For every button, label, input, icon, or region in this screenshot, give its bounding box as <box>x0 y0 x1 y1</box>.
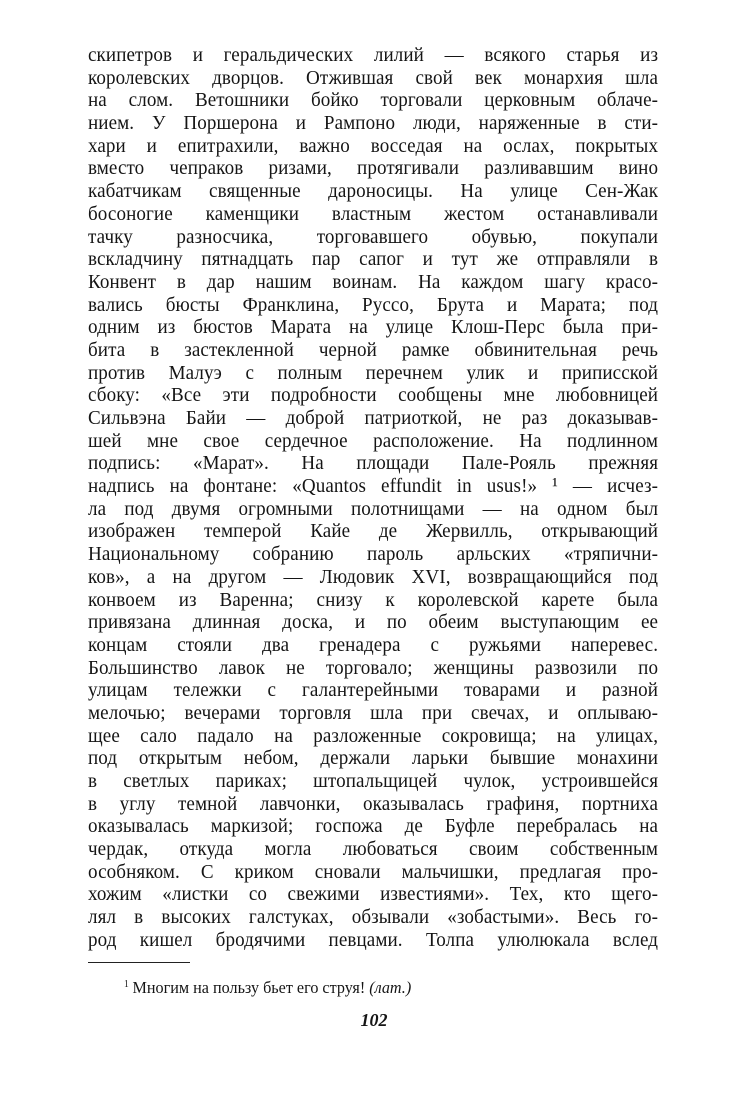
text-line: лял в высоких галстуках, обзывали «зобастыми». Весь го- <box>88 906 659 929</box>
text-line: скипетров и геральдических лилий — всякого старья из <box>88 44 659 66</box>
text-line: надпись на фонтане: «Quantos effundit in usus!» ¹ — исчез- <box>88 475 659 498</box>
text-line: на слом. Ветошники бойко торговали церковным облаче- <box>88 89 659 112</box>
footnote-text: Многим на пользу бьет его струя! <box>132 978 366 997</box>
text-line: вскладчину пятнадцать пар сапог и тут же отправляли в <box>88 248 659 271</box>
page-number: 102 <box>360 1010 388 1030</box>
text-line: кабатчикам священные дароносицы. На улице Сен-Жак <box>88 180 659 203</box>
text-line: вались бюсты Франклина, Руссо, Брута и Марата; под <box>88 293 659 316</box>
text-line: концам стояли два гренадера с ружьями наперевес. <box>88 633 659 656</box>
text-line: род кишел бродячими певцами. Толпа улюлюкала вслед <box>88 928 659 951</box>
text-line: особняком. С криком сновали мальчишки, предлагая про- <box>88 860 659 883</box>
text-line: тачку разносчика, торговавшего обувью, покупали <box>88 225 659 248</box>
text-line: ков», а на другом — Людовик XVI, возвращающийся под <box>88 565 659 588</box>
text-line: мелочью; вечерами торговля шла при свечах, и оплываю- <box>88 701 659 724</box>
text-line: бита в застекленной черной рамке обвинительная речь <box>88 338 659 361</box>
text-line: улицам тележки с галантерейными товарами и разной <box>88 679 659 702</box>
footnote <box>124 978 411 998</box>
text-line: вместо чепраков ризами, протягивали разливавшим вино <box>88 157 659 180</box>
text-line: хожим «листки со свежими известиями». Тех, кто щего- <box>88 883 659 906</box>
text-line: подпись: «Марат». На площади Пале-Рояль прежняя <box>88 452 659 475</box>
text-line: королевских дворцов. Отжившая свой век монархия шла <box>88 66 659 89</box>
footnote-marker: 1 <box>124 979 129 990</box>
text-line: Большинство лавок не торговало; женщины развозили по <box>88 656 659 679</box>
text-line: конвоем из Варенна; снизу к королевской карете была <box>88 588 659 611</box>
text-line: нием. У Поршерона и Рампоно люди, наряженные в сти- <box>88 112 659 135</box>
text-line: щее сало падало на разложенные сокровища; на улицах, <box>88 724 659 747</box>
text-line: изображен темперой Кайе де Жервилль, открывающий <box>88 520 659 543</box>
text-line: привязана длинная доска, и по обеим выступающим ее <box>88 611 659 634</box>
text-line: оказывалась маркизой; госпожа де Буфле перебралась на <box>88 815 659 838</box>
text-line: в углу темной лавчонки, оказывалась графиня, портниха <box>88 792 659 815</box>
text-line: Конвент в дар нашим воинам. На каждом шагу красо- <box>88 270 659 293</box>
text-line: Сильвэна Байи — доброй патриоткой, не раз доказывав- <box>88 407 659 429</box>
text-line: ла под двумя огромными полотнищами — на одном был <box>88 497 659 520</box>
text-line: хари и епитрахили, важно восседая на ослах, покрытых <box>88 134 659 157</box>
text-line: чердак, откуда могла любоваться своим собственным <box>88 838 659 861</box>
text-line: Национальному собранию пароль арльских «тряпични- <box>88 543 659 566</box>
text-line: одним из бюстов Марата на улице Клош-Перс была при- <box>88 316 659 339</box>
text-line: босоногие каменщики властным жестом останавливали <box>88 202 659 225</box>
footnote-language-note: (лат.) <box>369 978 412 997</box>
text-line: в светлых париках; штопальщицей чулок, устроившейся <box>88 770 659 792</box>
text-line: против Малуэ с полным перечнем улик и приписской <box>88 361 659 384</box>
page-body-text <box>88 44 658 952</box>
text-line: сбоку: «Все эти подробности сообщены мне любовницей <box>88 384 659 407</box>
text-line: шей мне свое сердечное расположение. На подлинном <box>88 429 659 452</box>
text-line: под открытым небом, держали ларьки бывшие монахини <box>88 747 659 770</box>
footnote-rule <box>88 962 190 963</box>
